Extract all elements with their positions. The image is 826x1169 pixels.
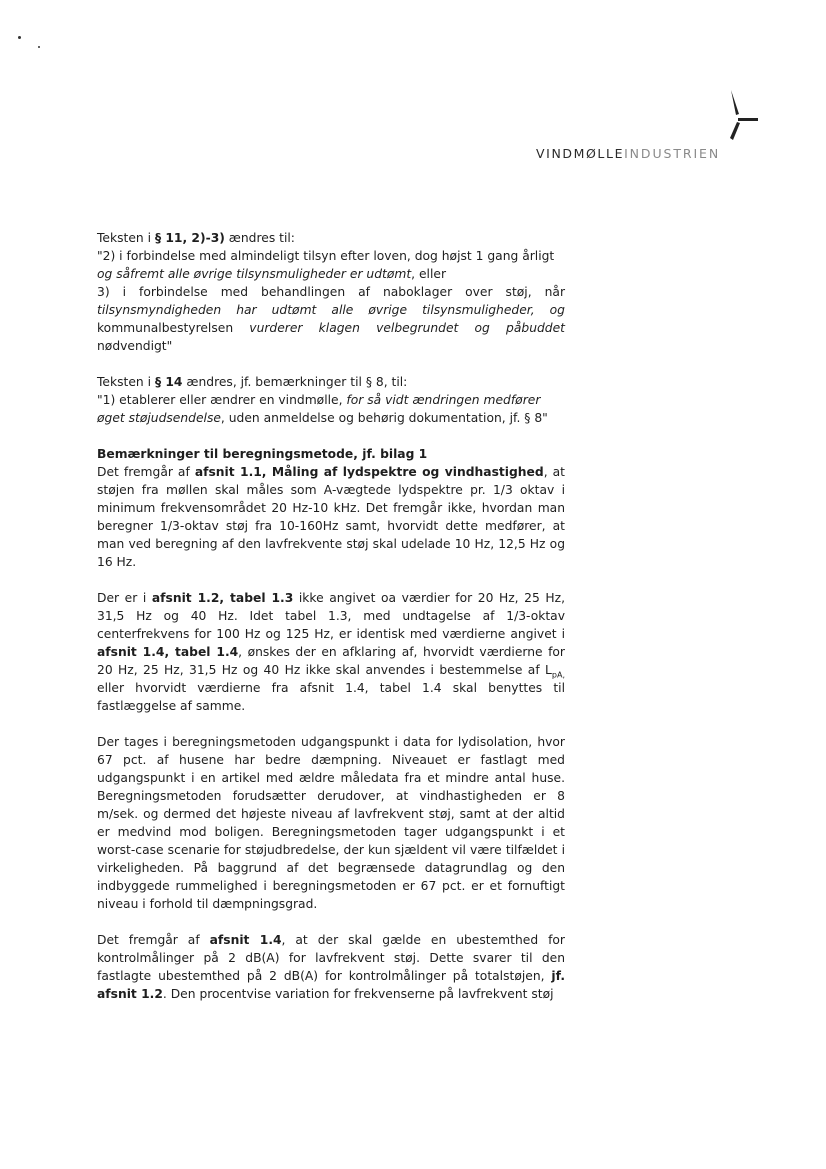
paragraph-afsnit-1-2: Der er i afsnit 1.2, tabel 1.3 ikke angivet oa værdier for 20 Hz, 25 Hz, 31,5 Hz og 40 Hz. Idet tabel 1.3, med undtagelse af 1/3-oktav centerfrekvens for 100 Hz og 125 Hz, er identisk med værdierne angivet i afsnit 1.4, tabel 1.4, ønskes der en afklaring af, hvorvidt værdierne for 20 Hz, 25 Hz, 31,5 Hz og 40 Hz ikke skal anvendes i bestemmelse af $L_{pA,}$ eller hvorvidt værdierne fra afsnit 1.4, tabel 1.4 skal benyttes til fastlæggelse af samme. bbox=[97, 591, 565, 713]
paragraph-afsnit-1-4: Det fremgår af afsnit 1.4, at der skal gælde en ubestemthed for kontrolmålinger på 2 dB(A) for lavfrekvent støj. Dette svarer til den fastlagte ubestemthed på 2 dB(A) for kontrolmålinger på totalstøjen, jf. afsnit 1.2. Den procentvise variation for frekvenserne på lavfrekvent støj bbox=[97, 933, 565, 1001]
scan-speck bbox=[38, 46, 40, 48]
paragraph-line: 3) i forbindelse med behandlingen af naboklager over støj, når bbox=[97, 285, 565, 299]
brand-name bbox=[536, 146, 736, 161]
document-body bbox=[97, 229, 565, 1021]
paragraph-afsnit-1-1: Det fremgår af afsnit 1.1, Måling af lydspektre og vindhastighed, at støjen fra møllen skal måles som A-vægtede lydspektre pr. 1/3 oktav i minimum frekvensområdet 20 Hz-10 kHz. Det fremgår ikke, hvordan man beregner 1/3-oktav støj fra 10-160Hz samt, hvorvidt dette medfører, at man ved beregning af den lavfrekvente støj skal udelade 10 Hz, 12,5 Hz og 16 Hz. bbox=[97, 465, 565, 569]
paragraph-line: tilsynsmyndigheden har udtømt alle øvrige tilsynsmuligheder, og bbox=[97, 303, 565, 317]
brand-name-dark: VINDMØLLE bbox=[536, 146, 625, 161]
paragraph-line: nødvendigt" bbox=[97, 339, 173, 353]
brand-name-light: INDUSTRIEN bbox=[624, 146, 721, 161]
section-heading: Bemærkninger til beregningsmetode, jf. bilag 1 bbox=[97, 447, 428, 461]
paragraph-lydisolation: Der tages i beregningsmetoden udgangspunkt i data for lydisolation, hvor 67 pct. af husene har bedre dæmpning. Niveauet er fastlagt med udgangspunkt i en artikel med ældre måledata fra et mindre antal huse. Beregningsmetoden forudsætter derudover, at vindhastigheden er 8 m/sek. og dermed det højeste niveau af lavfrekvent støj, samt at der altid er medvind mod boligen. Beregningsmetoden tager udgangspunkt i et worst-case scenarie for støjudbredelse, der kun sjældent vil være tilfældet i virkeligheden. På baggrund af det begrænsede datagrundlag og den indbyggede rummelighed i beregningsmetoden er 67 pct. er et fornuftigt niveau i forhold til dæmpningsgrad. bbox=[97, 735, 565, 911]
paragraph-section-11: Teksten i § 11, 2)-3) ændres til: "2) i forbindelse med almindeligt tilsyn efter loven, dog højst 1 gang årligt og såfremt alle øvrige tilsynsmuligheder er udtømt, eller bbox=[97, 231, 555, 281]
paragraph-section-14: Teksten i § 14 ændres, jf. bemærkninger til § 8, til: "1) etablerer eller ændrer en vindmølle, for så vidt ændringen medfører øget støjudsendelse, uden anmeldelse og behørig dokumentation, jf. § 8" bbox=[97, 375, 548, 425]
wind-turbine-logo-icon bbox=[722, 88, 762, 140]
scan-speck bbox=[18, 36, 21, 39]
paragraph-line: kommunalbestyrelsen vurderer klagen velbegrundet og påbuddet bbox=[97, 321, 565, 335]
